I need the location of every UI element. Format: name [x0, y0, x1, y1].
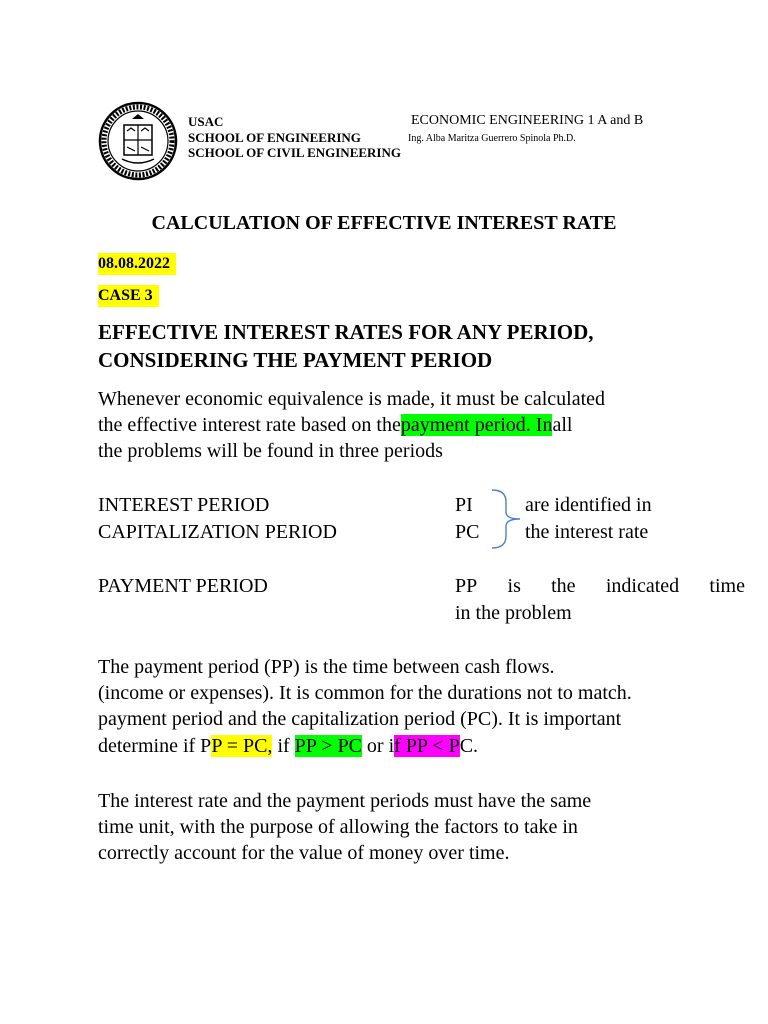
pp-greater-pc-highlight: PP > PC — [294, 735, 362, 757]
note-word: the — [551, 575, 576, 597]
university-name: USAC — [188, 114, 224, 129]
intro-line2-text: the effective interest rate based on the — [98, 414, 401, 436]
interest-period-abbr: PI — [455, 494, 473, 516]
capitalization-period-label: CAPITALIZATION PERIOD — [98, 521, 337, 543]
para3-line3: correctly account for the value of money over time. — [98, 842, 510, 864]
note-word: PP — [455, 575, 478, 597]
payment-period-highlight: payment period. In — [400, 414, 553, 436]
pp-equals-pc-highlight: P = PC, — [211, 735, 273, 757]
course-name: ECONOMIC ENGINEERING 1 A and B — [411, 113, 644, 128]
capitalization-period-note: the interest rate — [525, 521, 649, 543]
para2-line4-text: if — [272, 735, 295, 757]
para2-line1: The payment period (PP) is the time between cash flows. — [98, 656, 555, 678]
school-name: SCHOOL OF ENGINEERING — [188, 130, 361, 145]
para2-line2: (income or expenses). It is common for the durations not to match. — [98, 682, 632, 704]
university-seal-icon — [98, 101, 178, 181]
note-word: is — [507, 575, 521, 597]
pp-less-pc-highlight: f PP < P — [394, 735, 460, 757]
date-label: 08.08.2022 — [98, 253, 176, 275]
para2-line4-text: determine if P — [98, 735, 212, 757]
note-word: time — [709, 575, 745, 597]
professor-name: Ing. Alba Maritza Guerrero Spinola Ph.D. — [408, 133, 576, 144]
payment-period-note-line2: in the problem — [455, 602, 572, 624]
payment-period-label: PAYMENT PERIOD — [98, 575, 268, 597]
payment-period-note — [455, 573, 745, 599]
para3-line1: The interest rate and the payment periods must have the same — [98, 790, 592, 812]
para2-line4-text: C. — [459, 735, 479, 757]
intro-line2-end: all — [552, 414, 573, 436]
intro-line2 — [98, 412, 572, 438]
intro-line3: the problems will be found in three periods — [98, 440, 443, 462]
civil-school-name: SCHOOL OF CIVIL ENGINEERING — [188, 145, 401, 160]
section-heading-line2: CONSIDERING THE PAYMENT PERIOD — [98, 348, 493, 372]
section-heading-line1: EFFECTIVE INTEREST RATES FOR ANY PERIOD, — [98, 320, 594, 344]
para2-line3: payment period and the capitalization period (PC). It is important — [98, 708, 622, 730]
curly-brace-icon — [490, 488, 524, 550]
para2-line4-text: or i — [361, 735, 395, 757]
interest-period-note: are identified in — [525, 494, 652, 516]
intro-line1: Whenever economic equivalence is made, it must be calculated — [98, 388, 606, 410]
interest-period-label: INTEREST PERIOD — [98, 494, 270, 516]
case-label: CASE 3 — [98, 285, 159, 307]
para2-line4 — [98, 733, 478, 759]
capitalization-period-abbr: PC — [455, 521, 480, 543]
note-word: indicated — [605, 575, 680, 597]
page-title: CALCULATION OF EFFECTIVE INTEREST RATE — [151, 212, 617, 234]
para3-line2: time unit, with the purpose of allowing the factors to take in — [98, 816, 578, 838]
